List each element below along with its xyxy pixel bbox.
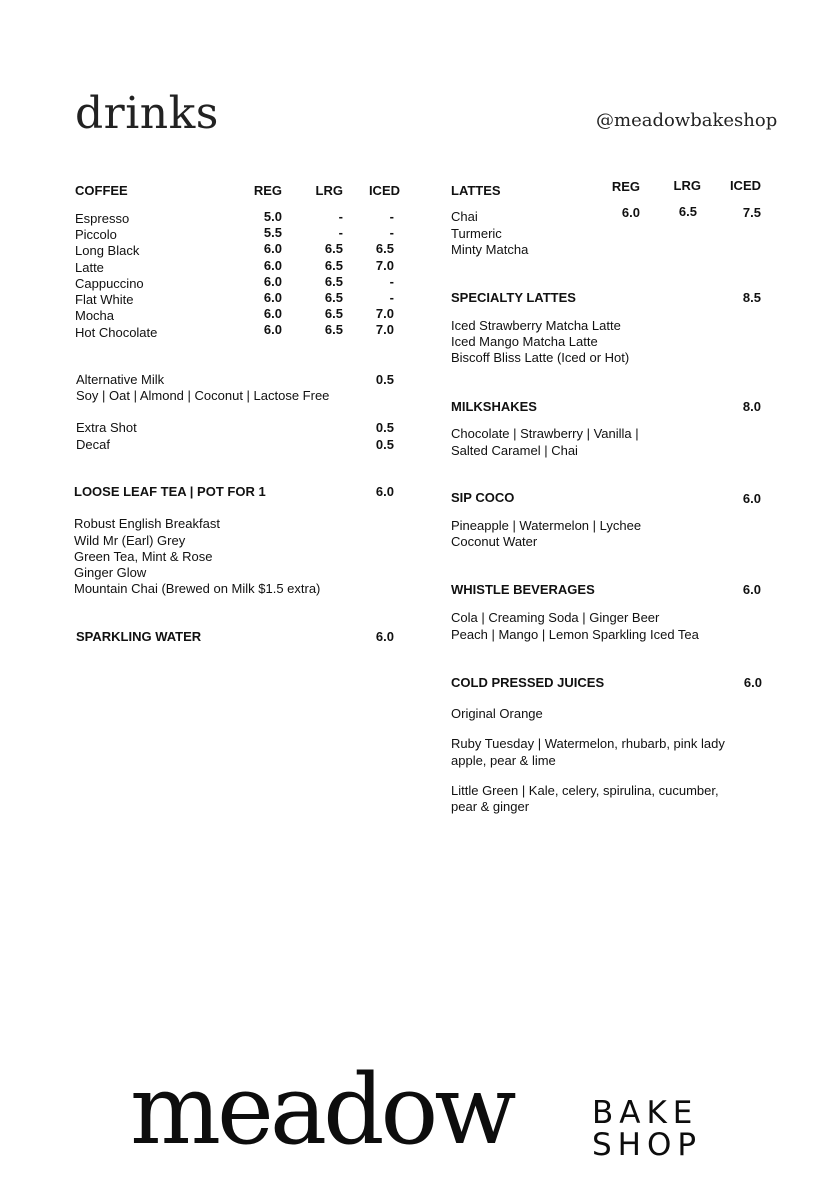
logo-wordmark: meadow — [130, 1054, 513, 1166]
coffee-price-lrg: 6.5 — [324, 241, 343, 256]
page-title: drinks — [75, 88, 219, 139]
social-handle: @meadowbakeshop — [596, 110, 778, 131]
logo-sub-bake: BAKE — [592, 1095, 699, 1131]
coffee-price-iced: - — [389, 290, 394, 305]
latte-item: Chai — [451, 209, 478, 224]
sipcoco-line: Pineapple | Watermelon | Lychee — [451, 518, 642, 533]
milk-options: Soy | Oat | Almond | Coconut | Lactose Free — [76, 388, 330, 403]
sparkling-heading: SPARKLING WATER — [76, 629, 202, 644]
coffee-item: Latte — [75, 260, 104, 275]
coffee-col-reg: REG — [253, 183, 282, 198]
coffee-price-reg: 6.0 — [263, 258, 282, 273]
logo-sub-shop: SHOP — [592, 1127, 703, 1163]
whistle-price: 6.0 — [742, 582, 761, 597]
coffee-col-iced: ICED — [368, 183, 400, 198]
coffee-price-reg: 5.0 — [263, 209, 282, 224]
coffee-price-lrg: 6.5 — [324, 258, 343, 273]
coffee-item: Mocha — [75, 308, 115, 323]
latte-item: Turmeric — [451, 226, 502, 241]
alt-milk-label: Alternative Milk — [76, 372, 165, 387]
milkshakes-line: Salted Caramel | Chai — [451, 443, 578, 458]
coffee-item: Flat White — [75, 292, 134, 307]
tea-item: Green Tea, Mint & Rose — [74, 549, 213, 564]
coffee-item: Espresso — [75, 211, 130, 226]
whistle-line: Cola | Creaming Soda | Ginger Beer — [451, 610, 660, 625]
coffee-price-lrg: - — [338, 225, 343, 240]
lattes-col-lrg: LRG — [673, 178, 701, 193]
milkshakes-heading: MILKSHAKES — [451, 399, 537, 414]
decaf-price: 0.5 — [375, 437, 394, 452]
coffee-item: Long Black — [75, 243, 140, 258]
specialty-heading: SPECIALTY LATTES — [451, 290, 576, 305]
coffee-item: Hot Chocolate — [75, 325, 158, 340]
milkshakes-line: Chocolate | Strawberry | Vanilla | — [451, 426, 639, 441]
lattes-price-iced: 7.5 — [742, 205, 761, 220]
milkshakes-price: 8.0 — [742, 399, 761, 414]
whistle-heading: WHISTLE BEVERAGES — [451, 582, 595, 597]
coffee-price-reg: 5.5 — [263, 225, 282, 240]
coffee-price-reg: 6.0 — [263, 306, 282, 321]
coffee-price-lrg: - — [338, 209, 343, 224]
specialty-item: Biscoff Bliss Latte (Iced or Hot) — [451, 350, 630, 365]
extra-shot-label: Extra Shot — [76, 420, 137, 435]
tea-heading: LOOSE LEAF TEA | POT FOR 1 — [74, 484, 266, 499]
tea-item: Ginger Glow — [74, 565, 147, 580]
alt-milk-price: 0.5 — [375, 372, 394, 387]
juices-heading: COLD PRESSED JUICES — [451, 675, 605, 690]
coffee-price-lrg: 6.5 — [324, 322, 343, 337]
juices-line: apple, pear & lime — [451, 753, 556, 768]
lattes-price-lrg: 6.5 — [678, 204, 697, 219]
tea-item: Mountain Chai (Brewed on Milk $1.5 extra) — [74, 581, 321, 596]
sparkling-price: 6.0 — [375, 629, 394, 644]
lattes-col-iced: ICED — [729, 178, 761, 193]
juices-price: 6.0 — [743, 675, 762, 690]
coffee-price-iced: - — [389, 225, 394, 240]
coffee-price-lrg: 6.5 — [324, 290, 343, 305]
decaf-label: Decaf — [76, 437, 110, 452]
coffee-price-iced: 6.5 — [375, 241, 394, 256]
coffee-col-lrg: LRG — [315, 183, 343, 198]
lattes-price-reg: 6.0 — [621, 205, 640, 220]
specialty-price: 8.5 — [742, 290, 761, 305]
lattes-col-reg: REG — [611, 179, 640, 194]
whistle-line: Peach | Mango | Lemon Sparkling Iced Tea — [451, 627, 699, 642]
coffee-price-reg: 6.0 — [263, 274, 282, 289]
sipcoco-heading: SIP COCO — [451, 490, 515, 505]
juices-line: Original Orange — [451, 706, 543, 721]
tea-price: 6.0 — [375, 484, 394, 499]
coffee-item: Cappuccino — [75, 276, 144, 291]
coffee-price-iced: 7.0 — [375, 306, 394, 321]
coffee-price-iced: 7.0 — [375, 322, 394, 337]
specialty-item: Iced Strawberry Matcha Latte — [451, 318, 621, 333]
latte-item: Minty Matcha — [451, 242, 529, 257]
coffee-item: Piccolo — [75, 227, 117, 242]
extra-shot-price: 0.5 — [375, 420, 394, 435]
specialty-item: Iced Mango Matcha Latte — [451, 334, 598, 349]
sipcoco-price: 6.0 — [742, 491, 761, 506]
coffee-price-reg: 6.0 — [263, 241, 282, 256]
coffee-price-reg: 6.0 — [263, 322, 282, 337]
coffee-price-iced: - — [389, 274, 394, 289]
coffee-price-iced: 7.0 — [375, 258, 394, 273]
juices-line: pear & ginger — [451, 799, 530, 814]
sipcoco-line: Coconut Water — [451, 534, 538, 549]
coffee-price-lrg: 6.5 — [324, 274, 343, 289]
juices-line: Ruby Tuesday | Watermelon, rhubarb, pink lady — [451, 736, 725, 751]
tea-item: Wild Mr (Earl) Grey — [74, 533, 186, 548]
coffee-heading: COFFEE — [75, 183, 128, 198]
coffee-price-iced: - — [389, 209, 394, 224]
tea-item: Robust English Breakfast — [74, 516, 220, 531]
coffee-price-reg: 6.0 — [263, 290, 282, 305]
juices-line: Little Green | Kale, celery, spirulina, cucumber, — [451, 783, 719, 798]
coffee-price-lrg: 6.5 — [324, 306, 343, 321]
lattes-heading: LATTES — [451, 183, 501, 198]
